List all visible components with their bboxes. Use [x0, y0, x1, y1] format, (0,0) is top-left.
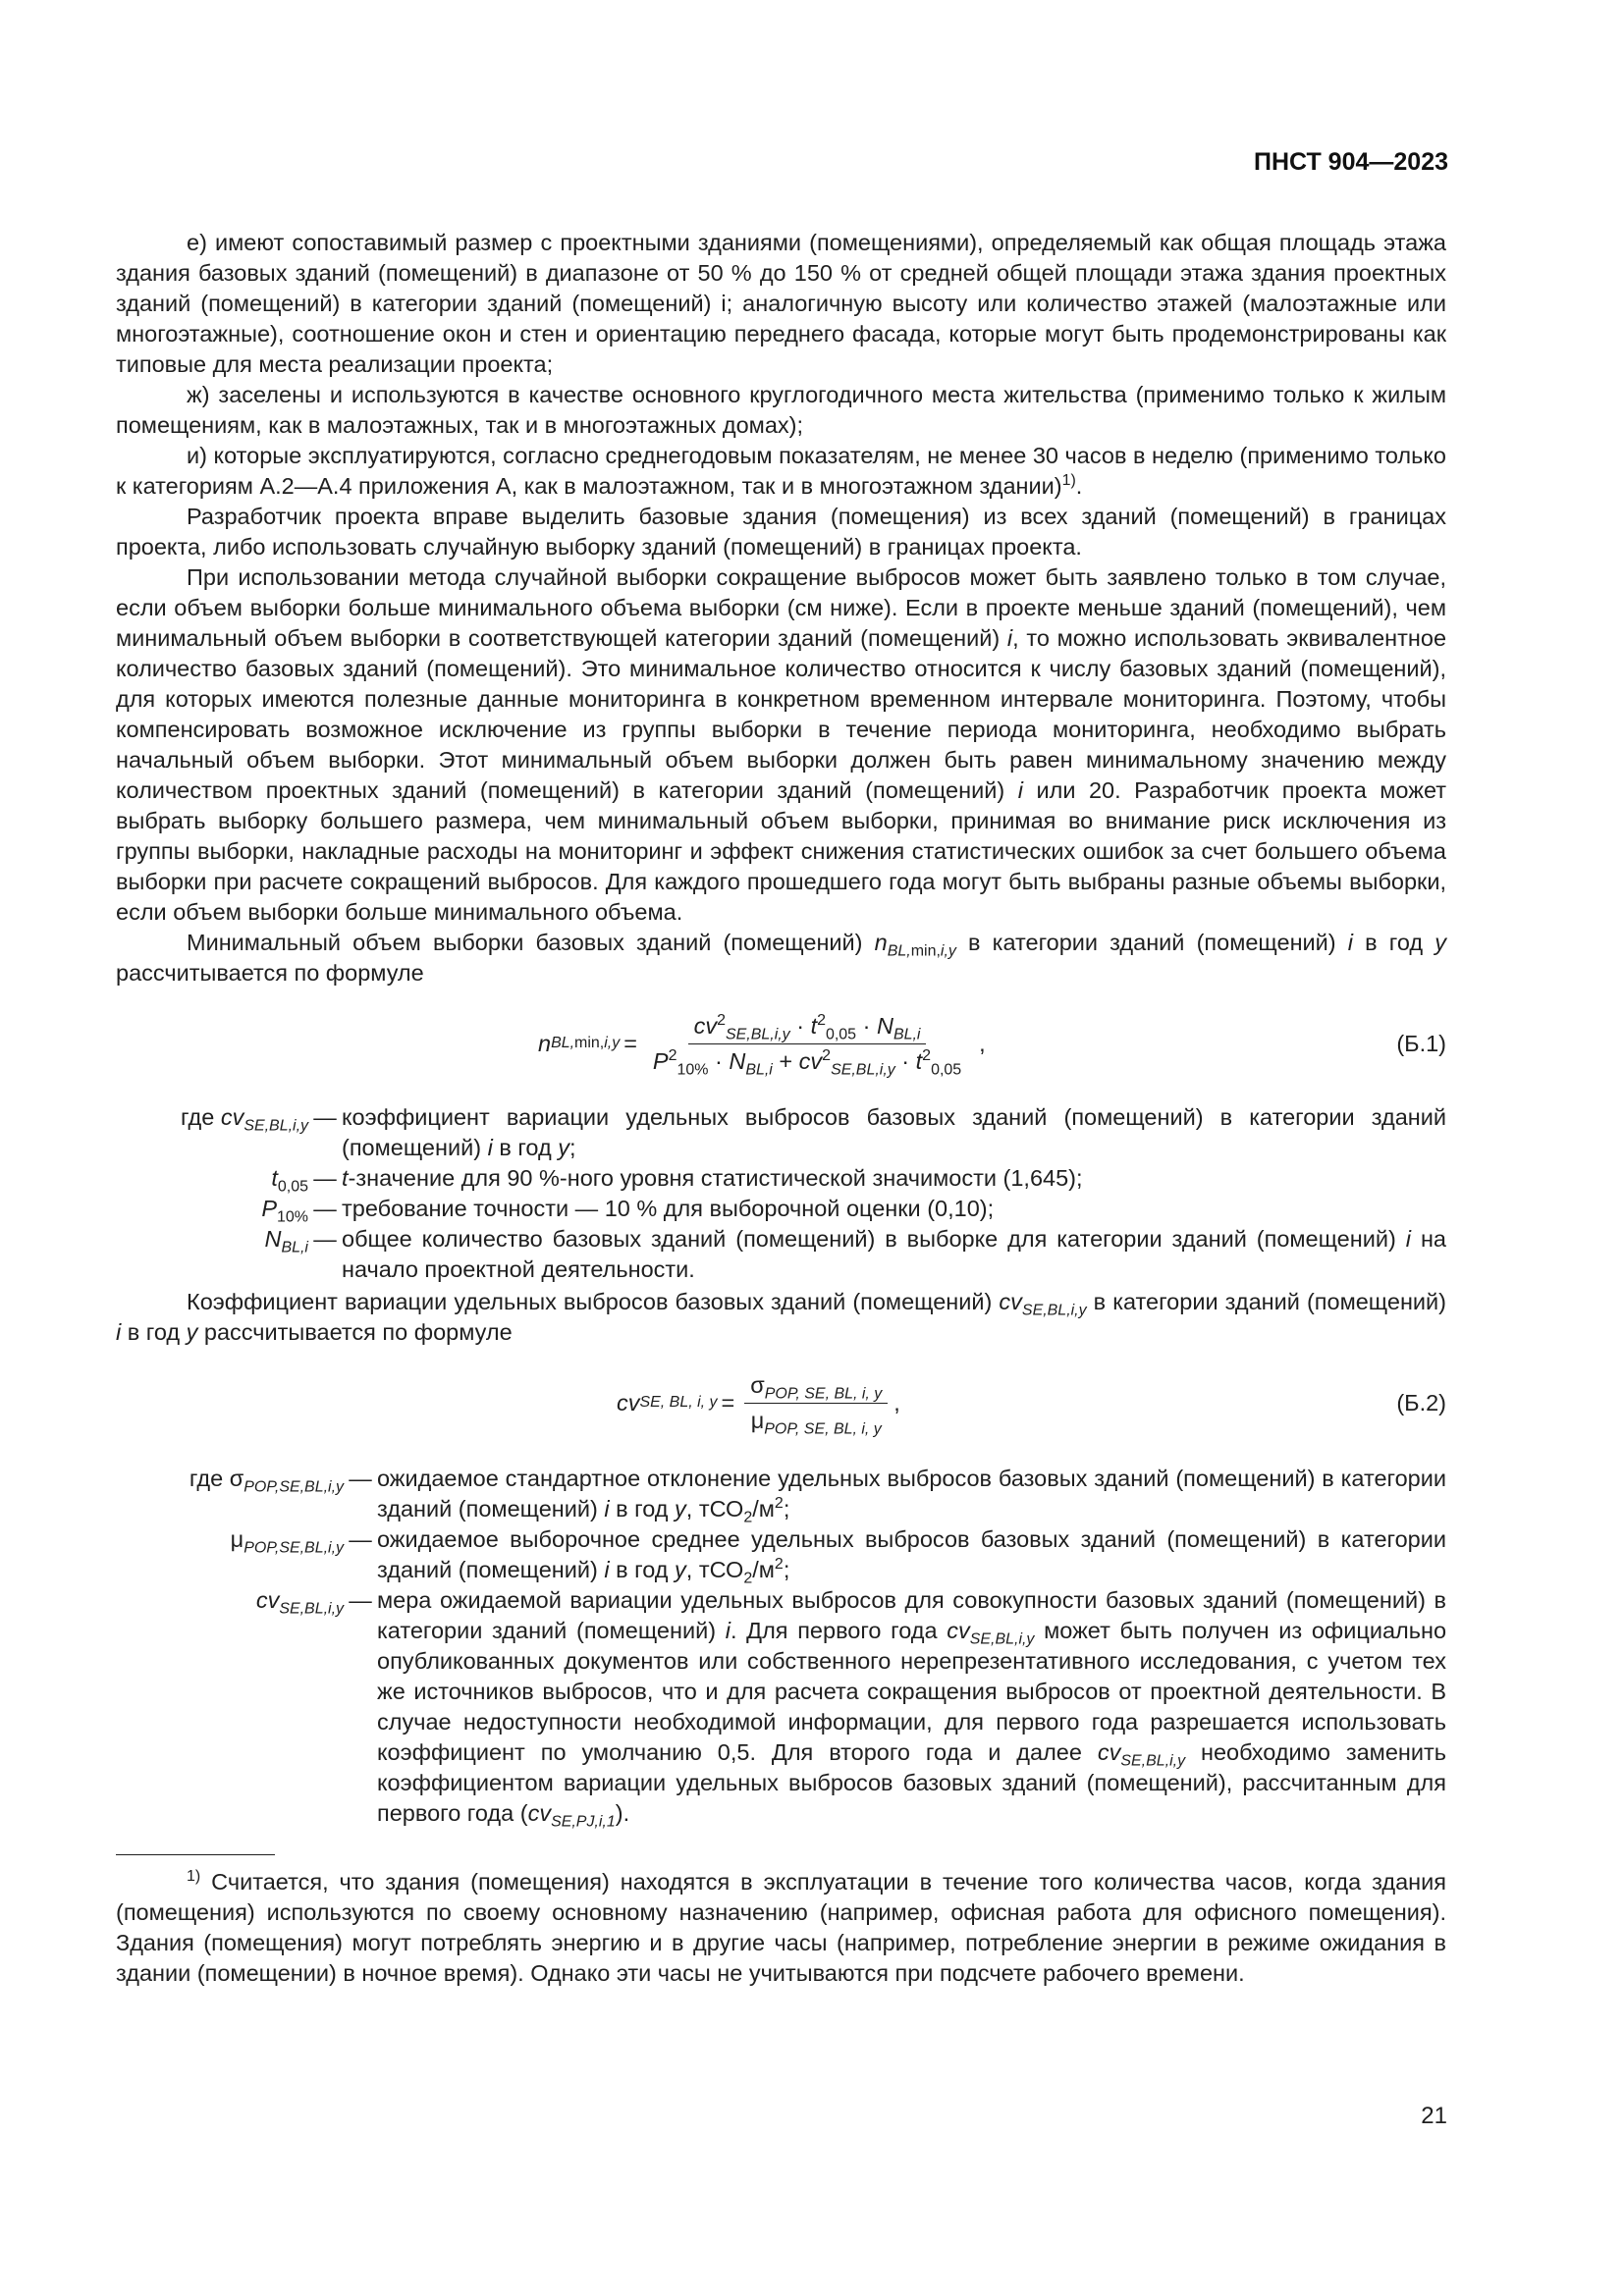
list-item-i: и) которые эксплуатируются, согласно среднегодовым показателям, не менее 30 часов в неделю (применимо только к категориям А.2—А.4 приложения А, как в малоэтажном, так и в многоэтажном здании)$^{1)}$. [116, 443, 1446, 499]
document-number: ПНСТ 904—2023 [1254, 148, 1448, 176]
formula-b2-number: (Б.2) [1396, 1389, 1446, 1415]
formula-b1-number: (Б.1) [1396, 1030, 1446, 1056]
paragraph-random-sampling: При использовании метода случайной выборки сокращение выбросов может быть заявлено только в том случае, если объем выборки больше минимального объема выборки (см ниже). Если в проекте меньше зданий (помещений), чем минимальный объем выборки в соответствующей категории зданий (помещений) i, то можно использовать эквивалентное количество базовых зданий (помещений). Это минимальное количество относится к числу базовых зданий (помещений), для которых имеются полезные данные мониторинга в конкретном временном интервале мониторинга. Поэтому, чтобы компенсировать возможное исключение из группы выборки в течение периода мониторинга, необходимо выбрать начальный объем выборки. Этот минимальный объем выборки должен быть равен минимальному значению между количеством проектных зданий (помещений) в категории зданий (помещений) i или 20. Разработчик проекта может выбрать выборку большего размера, чем минимальный объем выборки, принимая во внимание риск исключения из группы выборки, накладные расходы на мониторинг и эффект снижения статистических ошибок за счет большего объема выборки при расчете сокращений выбросов. Для каждого прошедшего года могут быть выбраны разные объемы выборки, если объем выборки больше минимального объема. [116, 564, 1447, 925]
definition-n: $N_{BL,i}$ — общее количество базовых зданий (помещений) в выборке для категории зданий (помещений) i на начало проектной деятельности. [264, 1226, 1446, 1282]
definition-t: $t_{0,05}$ — t-значение для 90 %-ного уровня статистической значимости (1,645); [271, 1165, 1083, 1196]
footnote-separator [116, 1854, 275, 1855]
footnote-reference[interactable]: 1) [1061, 472, 1076, 490]
definition-mu: $\mu_{POP,SE,BL,i,y}$ — ожидаемое выборочное среднее удельных выбросов базовых зданий (помещений) в категории зданий (помещений) i в год y, $тСО_2/м^2$; [230, 1526, 1446, 1587]
footnote-marker: 1) [187, 1868, 201, 1886]
footnote [116, 1867, 1446, 1989]
formula-b1: n BL,min,i,y = $\frac{cv^2_{SE,BL,i,y} \cdot t^2_{0,05} \cdot N_{BL,i}}{P^2_{10\%} \cdot N_{BL,i} + cv^2_{SE,BL,i,y} \cdot t^2_{0,05}}$ , (Б.1) [116, 992, 1446, 1095]
formula-b2: cv SE, BL, i, y = $\frac{\sigma_{POP, SE, BL, i, y}}{\mu_{POP, SE, BL, i, y}}$ , (Б.2) [116, 1352, 1446, 1454]
definition-sigma: где $\sigma_{POP,SE,BL,i,y}$ — ожидаемое стандартное отклонение удельных выбросов базовых зданий (помещений) в категории зданий (помещений) i в год y, $тСО_2/м^2$; [189, 1466, 1446, 1526]
footnote-text: Считается, что здания (помещения) находятся в эксплуатации в течение того количества часов, когда здания (помещения) используются по своему основному назначению (например, офисная работа для офисного помещения). Здания (помещения) могут потреблять энергию и в другие часы (например, потребление энергии в режиме ожидания в здании (помещении) в ночное время). Однако эти часы не учитываются при подсчете рабочего времени. [116, 1869, 1446, 1986]
paragraph-min-sample-intro: Минимальный объем выборки базовых зданий (помещений) $n_{BL,min,i,y}$ в категории зданий (помещений) i в год y рассчитывается по формуле [116, 930, 1447, 986]
paragraph-cv-intro: Коэффициент вариации удельных выбросов базовых зданий (помещений) $cv_{SE,BL,i,y}$ в категории зданий (помещений) i в год y рассчитывается по формуле [116, 1289, 1446, 1345]
page-number: 21 [1421, 2103, 1447, 2129]
definition-p: $P_{10\%}$ — требование точности — 10 % для выборочной оценки (0,10); [261, 1196, 995, 1226]
paragraph-developer: Разработчик проекта вправе выделить базовые здания (помещения) из всех зданий (помещений) в границах проекта, либо использовать случайную выборку зданий (помещений) в границах проекта. [116, 504, 1446, 560]
definition-cv: где $cv_{SE,BL,i,y}$ — коэффициент вариации удельных выбросов базовых зданий (помещений) в категории зданий (помещений) i в год y; [180, 1104, 1446, 1160]
formula-b1-fraction: $\frac{cv^2_{SE,BL,i,y} \cdot t^2_{0,05} \cdot N_{BL,i}}{P^2_{10\%} \cdot N_{BL,i} + cv^2_{SE,BL,i,y} \cdot t^2_{0,05}}$ [652, 1011, 962, 1079]
formula-b2-fraction: $\frac{\sigma_{POP, SE, BL, i, y}}{\mu_{POP, SE, BL, i, y}}$ [744, 1370, 888, 1436]
definition-cv-population: $cv_{SE,BL,i,y}$ — мера ожидаемой вариации удельных выбросов для совокупности базовых зданий (помещений) в категории зданий (помещений) i. Для первого года $cv_{SE,BL,i,y}$ может быть получен из официально опубликованных документов или собственного нерепрезентативного исследования, с учетом тех же источников выбросов, что и для расчета сокращения выбросов от проектной деятельности. В случае недоступности необходимой информации, для первого года разрешается использовать коэффициент по умолчанию 0,5. Для второго года и далее $cv_{SE,BL,i,y}$ необходимо заменить коэффициентом вариации удельных выбросов базовых зданий (помещений), рассчитанным для первого года $(cv_{SE,PJ,i,1})$. [255, 1587, 1447, 1831]
list-item-e: е) имеют сопоставимый размер с проектными зданиями (помещениями), определяемый как общая площадь этажа здания базовых зданий (помещений) в диапазоне от 50 % до 150 % от средней общей площади этажа здания проектных зданий (помещений) в категории зданий (помещений) i; аналогичную высоту или количество этажей (малоэтажные или многоэтажные), соотношение окон и стен и ориентацию переднего фасада, которые могут быть продемонстрированы как типовые для места реализации проекта; [116, 230, 1446, 377]
list-item-zh: ж) заселены и используются в качестве основного круглогодичного места жительства (применимо только к жилым помещениям, как в малоэтажных, так и в многоэтажных домах); [116, 382, 1446, 438]
page-body [116, 228, 1446, 1989]
